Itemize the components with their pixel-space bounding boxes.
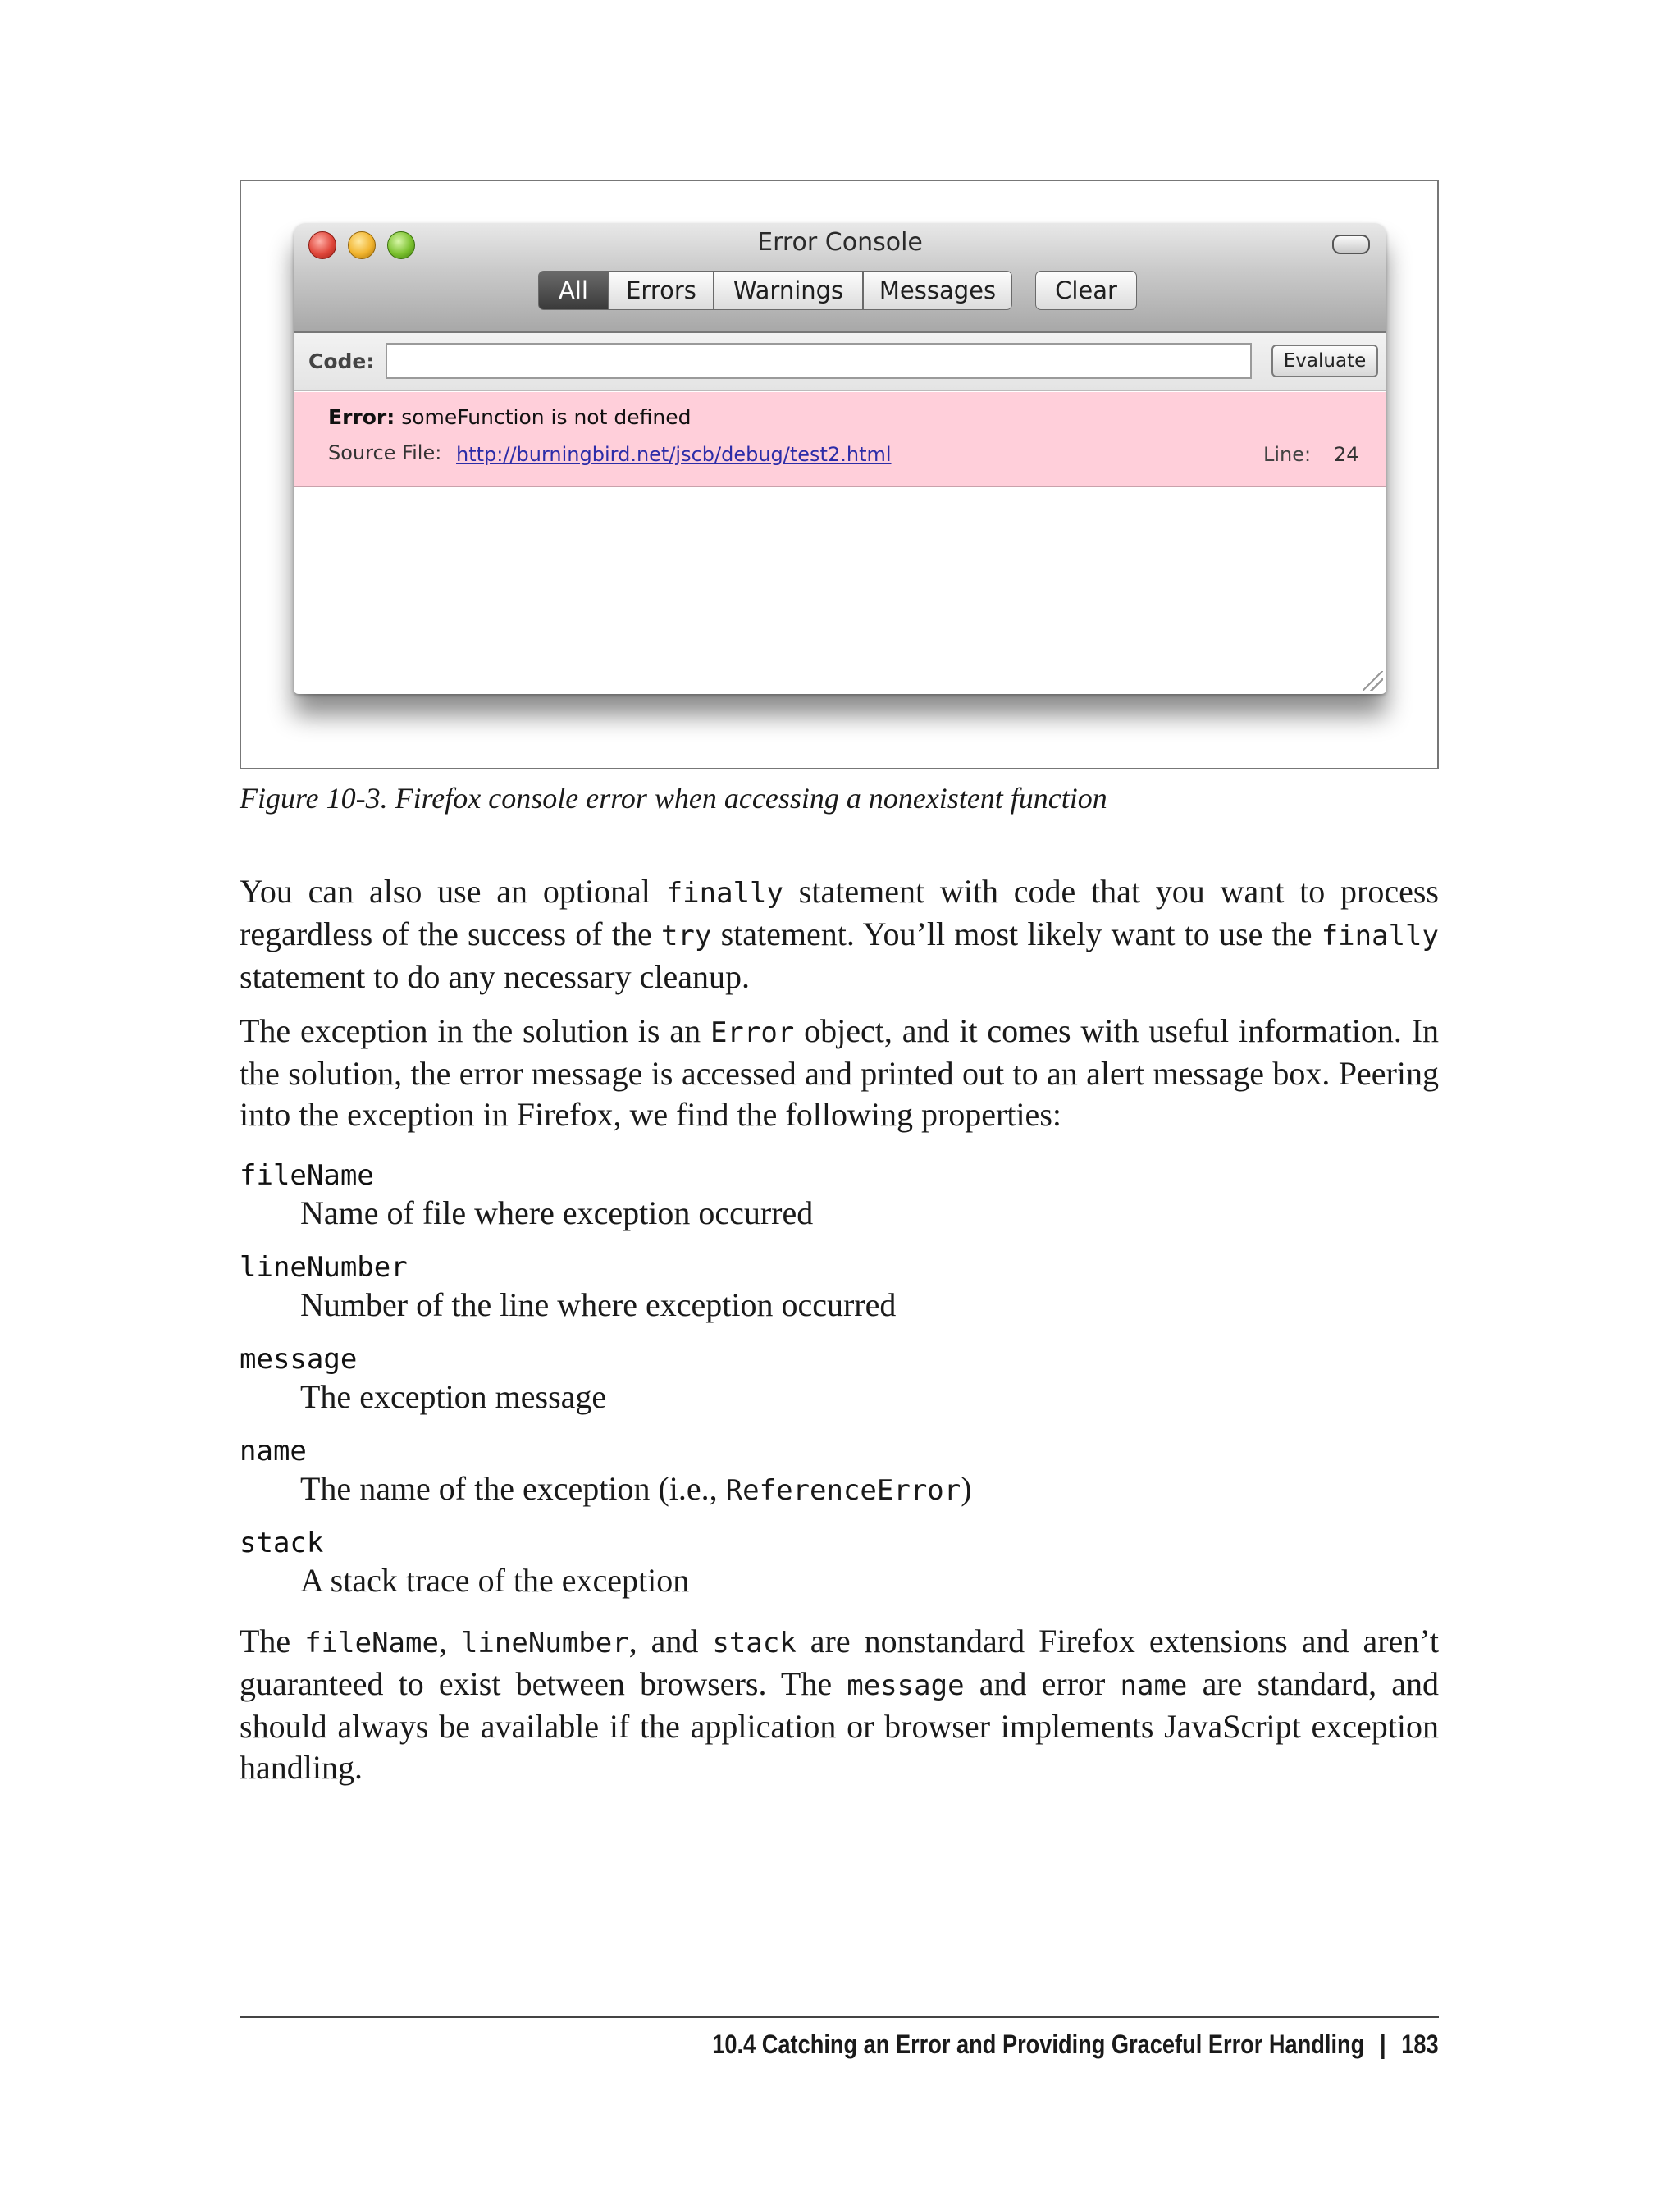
paragraph-finally: You can also use an optional finally statement with code that you want to process regardless of the success of the try statement. You’ll most likely want to use the finally statement to do any necessary cleanup.	[240, 873, 1439, 995]
resize-grip-icon[interactable]	[1363, 671, 1383, 691]
term-stack: stack	[240, 1527, 324, 1559]
definition-filename: Name of file where exception occurred	[300, 1194, 814, 1231]
term-name: name	[240, 1435, 307, 1468]
definition-linenumber: Number of the line where exception occurred	[300, 1286, 897, 1323]
line-label: Line:	[1263, 443, 1312, 466]
tab-errors[interactable]: Errors	[609, 271, 714, 310]
error-entry[interactable]	[294, 392, 1386, 487]
definition-message: The exception message	[300, 1378, 607, 1415]
code-input[interactable]	[386, 343, 1252, 379]
footer-rule	[240, 2016, 1439, 2018]
error-console-window	[294, 223, 1386, 694]
clear-button[interactable]: Clear	[1035, 271, 1137, 310]
definition-stack: A stack trace of the exception	[300, 1562, 690, 1599]
tab-warnings[interactable]: Warnings	[714, 271, 863, 310]
source-file-label: Source File:	[328, 441, 442, 464]
page-footer	[713, 2029, 1439, 2060]
source-file-link[interactable]: http://burningbird.net/jscb/debug/test2.html	[456, 443, 892, 466]
line-number: 24	[1334, 443, 1359, 466]
error-message-line	[328, 405, 691, 429]
definition-name: The name of the exception (i.e., ReferenceError)	[300, 1470, 972, 1507]
term-linenumber: lineNumber	[240, 1251, 408, 1284]
tab-messages[interactable]: Messages	[863, 271, 1012, 310]
error-prefix: Error:	[328, 405, 395, 429]
paragraph-nonstandard: The fileName, lineNumber, and stack are nonstandard Firefox extensions and aren’t guaranteed to exist between browsers. The message and error name are standard, and should always be available if the application or browser implements JavaScript exception handling.	[240, 1623, 1439, 1786]
evaluate-button[interactable]: Evaluate	[1271, 345, 1378, 377]
error-message: someFunction is not defined	[401, 405, 692, 429]
code-bar	[294, 333, 1386, 391]
figure-caption: Figure 10-3. Firefox console error when accessing a nonexistent function	[240, 782, 1107, 815]
footer-separator: |	[1380, 2029, 1386, 2059]
term-filename: fileName	[240, 1159, 374, 1192]
window-titlebar	[294, 223, 1386, 333]
code-label: Code:	[308, 349, 375, 373]
window-title: Error Console	[757, 228, 923, 257]
paragraph-exception: The exception in the solution is an Error object, and it comes with useful information. In the solution, the error message is accessed and printed out to an alert message box. Peering into the exception in Firefox, we find the following properties:	[240, 1012, 1440, 1133]
tab-all[interactable]: All	[538, 271, 609, 310]
term-message: message	[240, 1343, 358, 1376]
running-head: 10.4 Catching an Error and Providing Graceful Error Handling	[712, 2029, 1365, 2059]
toolbar-toggle-button[interactable]	[1332, 235, 1370, 254]
page-number: 183	[1401, 2029, 1439, 2059]
